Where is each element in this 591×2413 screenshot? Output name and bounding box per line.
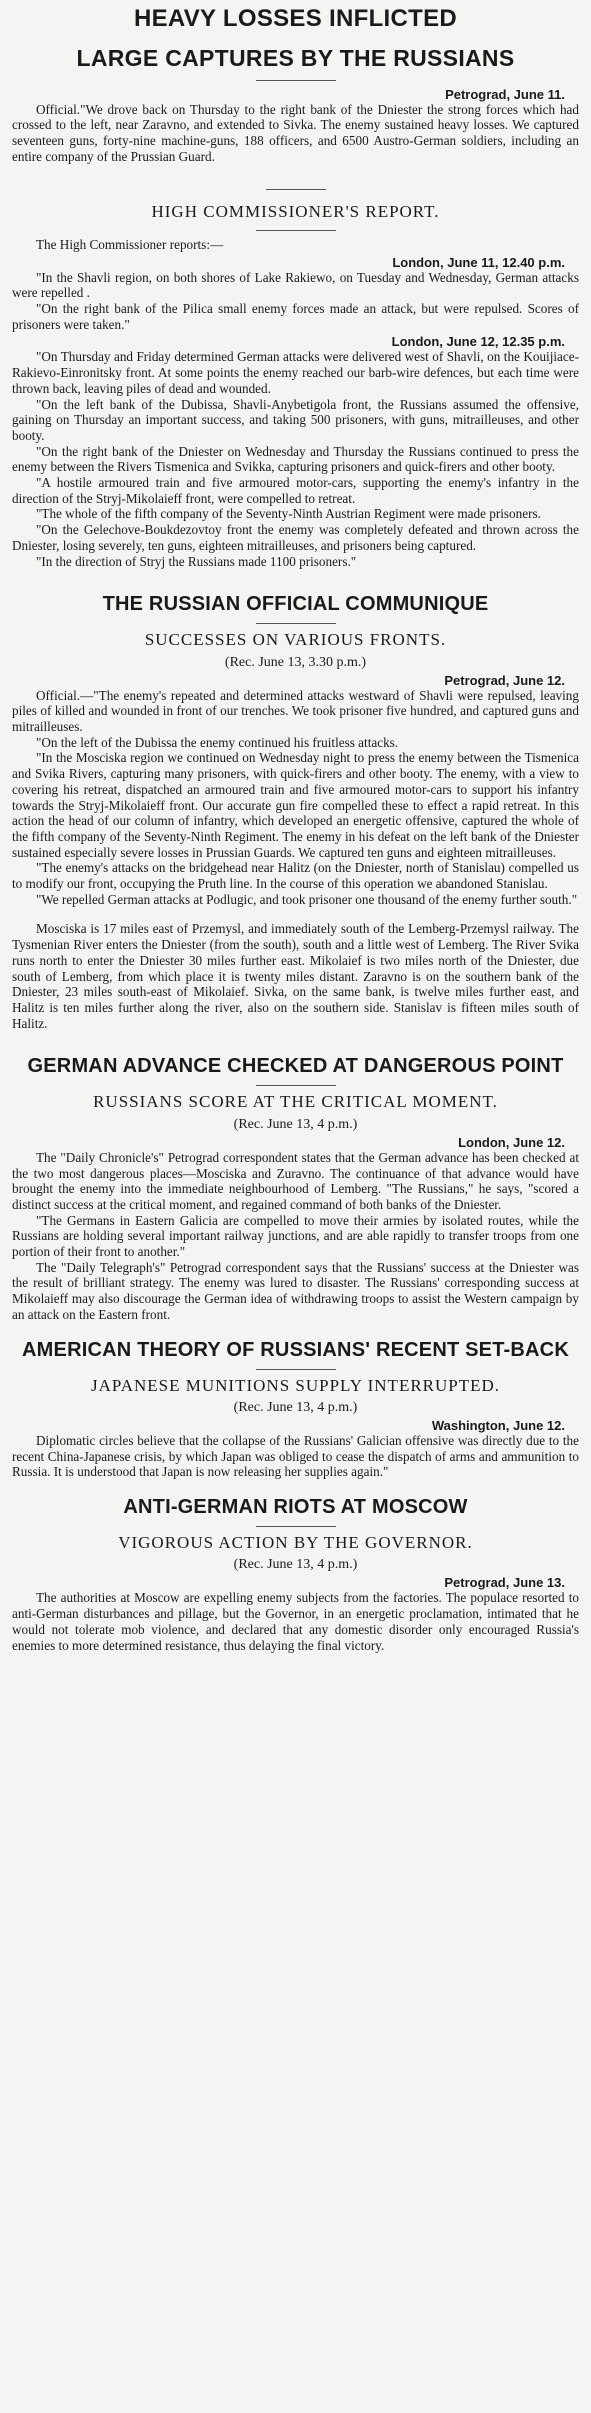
paragraph: "We repelled German attacks at Podlugic, and took prisoner one thousand of the enemy further south.": [36, 891, 578, 907]
section-high-commissioner: [12, 189, 579, 570]
dateline: London, June 12.: [458, 1134, 565, 1150]
section-american-theory: [12, 1339, 579, 1481]
section-title: THE RUSSIAN OFFICIAL COMMUNIQUE: [102, 593, 489, 616]
section-large-captures: [12, 46, 579, 164]
section-title: LARGE CAPTURES BY THE RUSSIANS: [76, 45, 515, 72]
paragraph: Diplomatic circles believe that the collapse of the Russians' Galician offensive was directly due to the recent China-Japanese crisis, by which Japan was obliged to cease the dispatch of arms and ammunition to Russia. It is understood that Japan is now releasing her supplies again.": [12, 1432, 579, 1480]
dateline: Petrograd, June 11.: [445, 86, 565, 102]
divider: [266, 189, 326, 190]
paragraph: "On the right bank of the Dniester on Wednesday and Thursday the Russians continued to press the enemy between the Rivers Tismenica and Svikka, capturing prisoners and quick-firers and other booty.: [12, 443, 579, 475]
section-german-advance-checked: [12, 1055, 579, 1322]
received-time: (Rec. June 13, 4 p.m.): [233, 1116, 358, 1132]
section-anti-german-riots: [12, 1496, 579, 1653]
dateline: London, June 11, 12.40 p.m.: [392, 254, 565, 270]
paragraph: "On Thursday and Friday determined German attacks were delivered west of Shavli, on the Kouijiace-Rakievo-Einronitsky front. At some points the enemy reached our barb-wire defences, but each time were thrown back, leaving piles of dead and wounded.: [12, 349, 579, 396]
paragraph: "On the left of the Dubissa the enemy continued his fruitless attacks.: [36, 734, 399, 750]
divider: [256, 80, 336, 81]
section-subtitle: SUCCESSES ON VARIOUS FRONTS.: [144, 630, 447, 650]
divider: [256, 1085, 336, 1086]
paragraph: Official."We drove back on Thursday to the right bank of the Dniester the strong forces which had crossed to the left, near Zaravno, and extended to Sivka. The enemy sustained heavy losses. We captured seventeen guns, forty-nine machine-guns, 188 officers, and 6500 Austro-German soldiers, including an entire company of the Prussian Guard.: [12, 101, 579, 164]
section-subtitle: JAPANESE MUNITIONS SUPPLY INTERRUPTED.: [90, 1375, 501, 1395]
dateline: Washington, June 12.: [431, 1417, 565, 1433]
paragraph: "In the Mosciska region we continued on Wednesday night to press the enemy between the Tismenica and Svika Rivers, capturing many prisoners, with quick-firers and other booty. The enemy, with a view to covering his retreat, dispatched an armoured train and five armoured motor-cars to support his infantry towards the Stryj-Mikolaieff front. Our accurate gun fire compelled these to effect a rapid retreat. In this action the head of our column of infantry, which developed an energetic offensive, captured the whole of the fifth company of the Seventy-Ninth Regiment. The enemy in his defeat on the left bank of the Dniester sustained especially severe losses in Prussian Guards. We captured ten guns and eighteen mitrailleuses.: [12, 750, 579, 860]
paragraph: "A hostile armoured train and five armoured motor-cars, supporting the enemy's infantry in the direction of the Stryj-Mikolaieff front, were compelled to retreat.: [12, 475, 579, 506]
section-subtitle: RUSSIANS SCORE AT THE CRITICAL MOMENT.: [93, 1092, 498, 1112]
section-official-communique: [12, 593, 579, 1031]
received-time: (Rec. June 13, 4 p.m.): [233, 1557, 358, 1573]
paragraph: The authorities at Moscow are expelling enemy subjects from the factories. The populace resorted to anti-German disturbances and pillage, but the Governor, in an energetic proclamation, intimated that he would not tolerate mob violence, and declared that any domestic disorder only encouraged Russia's enemies to more determined resistance, thus delaying the final victory.: [12, 1590, 579, 1653]
section-title: HIGH COMMISSIONER'S REPORT.: [151, 201, 440, 221]
divider: [256, 1369, 336, 1370]
intro: The High Commissioner reports:—: [36, 236, 224, 252]
divider: [256, 623, 336, 624]
divider: [256, 1526, 336, 1527]
paragraph: Mosciska is 17 miles east of Przemysl, and immediately south of the Lemberg-Przemysl railway. The Tysmenian River enters the Dniester (from the south), south and a little west of Lemberg. The River Svika runs north to enter the Dniester 30 miles further east. Mikolaief is two miles north of the Dniester, due south of Lemberg, from which place it is twenty miles distant. Zaravno is on the southern bank of the Dniester, 23 miles south-east of Mikolaief. Sivka, on the same bank, is twelve miles further east, and Halitz is ten miles further along the river, also on the southern side. Stanislav is fifteen miles south of Halitz.: [12, 921, 579, 1031]
received-time: (Rec. June 13, 3.30 p.m.): [224, 654, 367, 670]
paragraph: "On the Gelechove-Boukdezovtoy front the enemy was completely defeated and thrown across the Dniester, losing severely, ten guns, eighteen mitrailleuses, and prisoners being captured.: [12, 522, 579, 553]
paragraph: "On the right bank of the Pilica small enemy forces made an attack, but were repulsed. Scores of prisoners were taken.": [12, 301, 579, 332]
dateline: Petrograd, June 12.: [444, 672, 565, 688]
headline-top: HEAVY LOSSES INFLICTED: [133, 5, 458, 32]
paragraph: Official.—"The enemy's repeated and determined attacks westward of Shavli were repulsed, leaving piles of killed and wounded in front of our trenches. We took prisoner five hundred, and captured guns and mitrailleuses.: [12, 687, 579, 735]
paragraph: "In the Shavli region, on both shores of Lake Rakiewo, on Tuesday and Wednesday, German attacks were repelled .: [12, 269, 579, 301]
received-time: (Rec. June 13, 4 p.m.): [233, 1399, 358, 1415]
paragraph: "On the left bank of the Dubissa, Shavli-Anybetigola front, the Russians assumed the offensive, gaining on Thursday an important success, and taking 500 prisoners, with guns, mitrailleuses, and other booty.: [12, 396, 579, 443]
dateline: London, June 12, 12.35 p.m.: [391, 334, 565, 350]
dateline: Petrograd, June 13.: [444, 1575, 565, 1591]
section-title: ANTI-GERMAN RIOTS AT MOSCOW: [123, 1496, 468, 1519]
divider: [256, 230, 336, 231]
section-title: GERMAN ADVANCE CHECKED AT DANGEROUS POINT: [27, 1055, 564, 1078]
paragraph: "The Germans in Eastern Galicia are compelled to move their armies by isolated routes, while the Russians are holding several important railway junctions, and are able rapidly to transfer troops from one portion of their front to another.": [12, 1212, 579, 1260]
section-title: AMERICAN THEORY OF RUSSIANS' RECENT SET-BACK: [22, 1338, 569, 1361]
section-subtitle: VIGOROUS ACTION BY THE GOVERNOR.: [118, 1533, 473, 1553]
paragraph: "In the direction of Stryj the Russians made 1100 prisoners.": [36, 553, 357, 569]
paragraph: The "Daily Telegraph's" Petrograd correspondent says that the Russians' success at the Dniester was the result of brilliant strategy. The enemy was lured to disaster. The Russians' corresponding success at Mikolaieff may also discourage the German idea of withdrawing troops to assist the Western campaign by an attack on the Eastern front.: [12, 1259, 579, 1322]
paragraph: The "Daily Chronicle's" Petrograd correspondent states that the German advance has been checked at the two most dangerous places—Mosciska and Zuravno. The continuance of that advance would have brought the enemy into the immediate neighbourhood of Lemberg. "The Russians," he says, "scored a distinct success at the critical moment, and regained command of both banks of the Dniester.: [12, 1149, 579, 1212]
paragraph: "The enemy's attacks on the bridgehead near Halitz (on the Dniester, north of Stanislau) compelled us to modify our front, occupying the Pruth line. In the course of this operation we abandoned Stanislau.: [12, 860, 579, 892]
paragraph: "The whole of the fifth company of the Seventy-Ninth Austrian Regiment were made prisoners.: [36, 506, 541, 522]
